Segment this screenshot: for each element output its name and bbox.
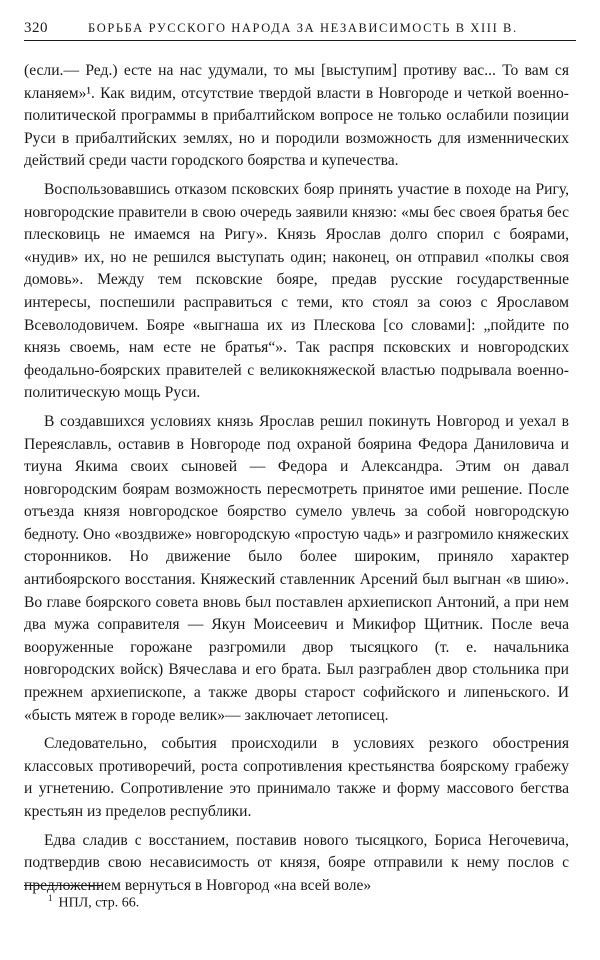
footnote [48,893,139,912]
running-title: БОРЬБА РУССКОГО НАРОДА ЗА НЕЗАВИСИМОСТЬ В XIII В. [88,21,518,35]
paragraph: Следовательно, события происходили в условиях резкого обострения классовых противоречий, роста сопротивления крестьянства боярскому грабежу и угнетению. Сопротивление это принимало также и форму массового бегства крестьян из пределов республики. [24,735,569,820]
body-text [24,60,569,897]
paragraph: В создавшихся условиях князь Ярослав решил покинуть Новгород и уехал в Переяславль, оставив в Новгороде под охраной боярина Федора Даниловича и тиуна Якима своих сыновей — Федора и Александра. Этим он давал новгородским боярам возможность пересмотреть принятое ими решение. После отъезда князя новгородское боярство сумело увлечь за собой новгородскую бедноту. Оно «воздвиже» новгородскую «простую чадь» и разгромило княжеских сторонников. Но движение было более широким, приняло характер антибоярского восстания. Княжеский ставленник Арсений был выгнан «в шию». Во главе боярского совета вновь был поставлен архиепископ Антоний, а при нем два мужа сопрaвителя — Якун Моисеевич и Микифор Щитник. После веча вооруженные горожане разгромили двор тысяцкого (т. е. начальника новгородских войск) Вячеслава и его брата. Был разграблен двор стольника при прежнем архиепископе, а также дворы старост софийского и липеньского. И «бысть мятеж в городе велик»— заключает летописец. [24,412,569,724]
page-header [24,14,576,41]
footnote-divider [24,885,102,886]
footnote-text: НПЛ, стр. 66. [58,895,140,911]
paragraph: Воспользовавшись отказом псковских бояр принять участие в походе на Ригу, новгородские правители в свою очередь заявили князю: «мы бес своея братья бес плесковиць не имаемся на Ригу». Князь Ярослав долго спорил с боярами, «нудив» их, но не решился выступать один; наконец, он отправил «полкы своя домовь». Между тем псковские бояре, предав русские государственные интересы, поспешили расправиться с теми, кто стоял за союз с Ярославом Всеволодовичем. Бояре «выгнаша их из Плескова [со словами]: „пойдите по князь своемь, нам есте не братья“». Так распря псковских и новгородских феодально-боярских правителей с великокняжеской властью подрывала военно-политическую мощь Руси. [24,180,569,402]
page-number: 320 [24,20,48,36]
paragraph: (если.— Ред.) есте на нас удумали, то мы [выступим] противу вас... То вам ся кланяем»¹. Как видим, отсутствие твердой власти в Новгороде и четкой военно-политической программы в прибалтийском вопросе не только ослабили позиции Руси в прибалтийских землях, но и породили возможность для изменнических действий среди части городского боярства и купечества. [24,62,569,170]
footnote-marker: 1 [48,893,53,903]
paragraph: Едва сладив с восстанием, поставив нового тысяцкого, Бориса Негочевича, подтвердив свою несависимость от князя, бояре отправили к нему послов с предложением вернуться в Новгород «на всей воле» [24,831,569,894]
